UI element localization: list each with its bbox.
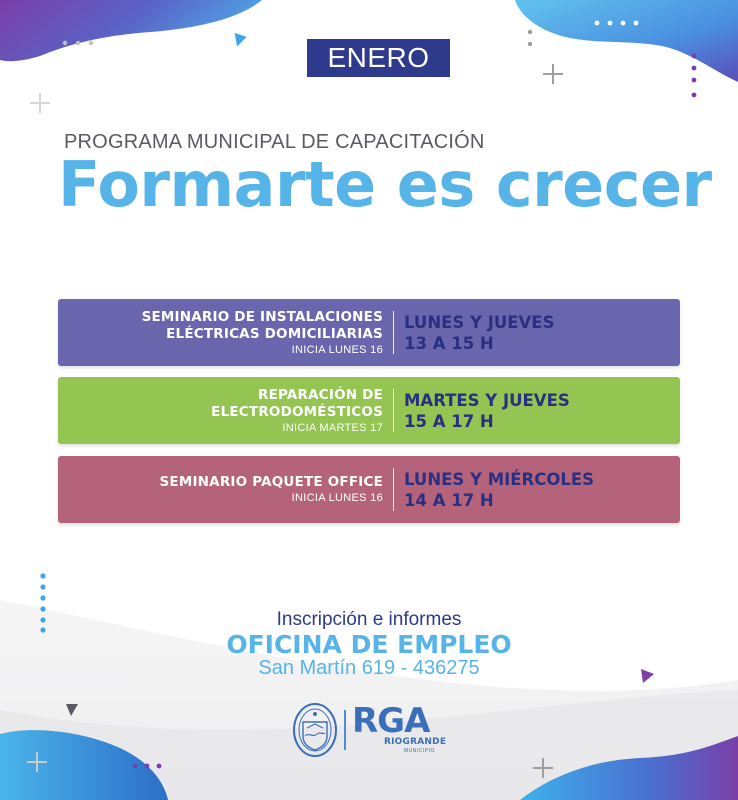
logo-separator — [344, 710, 346, 750]
course-name-line2: ELECTRODOMÉSTICOS — [211, 403, 383, 420]
contact-address: San Martín 619 - 436275 — [258, 657, 480, 679]
course-schedule — [404, 299, 554, 366]
course-start-date: INICIA LUNES 16 — [291, 343, 383, 356]
course-hours: 15 A 17 H — [404, 411, 494, 431]
course-schedule — [404, 377, 570, 444]
logo-sub: MUNICIPIO — [404, 748, 435, 754]
course-start-date: INICIA LUNES 16 — [291, 492, 383, 504]
contact-label: Inscripción e informes — [276, 609, 462, 630]
logo-city: RIOGRANDE — [384, 737, 447, 747]
course-divider — [393, 389, 394, 432]
logo-wordmark: RGA — [352, 701, 430, 741]
course-name-line1: SEMINARIO DE INSTALACIONES — [141, 308, 383, 325]
course-info — [58, 456, 383, 523]
program-label: PROGRAMA MUNICIPAL DE CAPACITACIÓN — [64, 131, 485, 153]
course-schedule — [404, 456, 594, 523]
course-name-line2: ELÉCTRICAS DOMICILIARIAS — [166, 325, 383, 342]
contact-office: OFICINA DE EMPLEO — [226, 630, 512, 659]
course-divider — [393, 468, 394, 511]
course-hours: 13 A 15 H — [404, 333, 494, 353]
course-divider — [393, 311, 394, 354]
course-info — [58, 377, 383, 444]
course-name-line1: SEMINARIO PAQUETE OFFICE — [159, 474, 383, 490]
course-days: LUNES Y JUEVES — [404, 312, 555, 332]
coat-of-arms-icon — [292, 702, 338, 758]
course-name-line1: REPARACIÓN DE — [258, 386, 383, 403]
course-hours: 14 A 17 H — [404, 490, 494, 510]
course-days: MARTES Y JUEVES — [404, 390, 570, 410]
course-info — [58, 299, 383, 366]
course-start-date: INICIA MARTES 17 — [282, 421, 383, 434]
course-card-appliances — [58, 377, 680, 444]
month-badge: ENERO — [307, 39, 450, 77]
page-title: Formarte es crecer — [58, 148, 712, 221]
course-card-electrical — [58, 299, 680, 366]
course-card-office — [58, 456, 680, 523]
municipal-logo — [292, 700, 452, 762]
course-days: LUNES Y MIÉRCOLES — [404, 469, 595, 489]
